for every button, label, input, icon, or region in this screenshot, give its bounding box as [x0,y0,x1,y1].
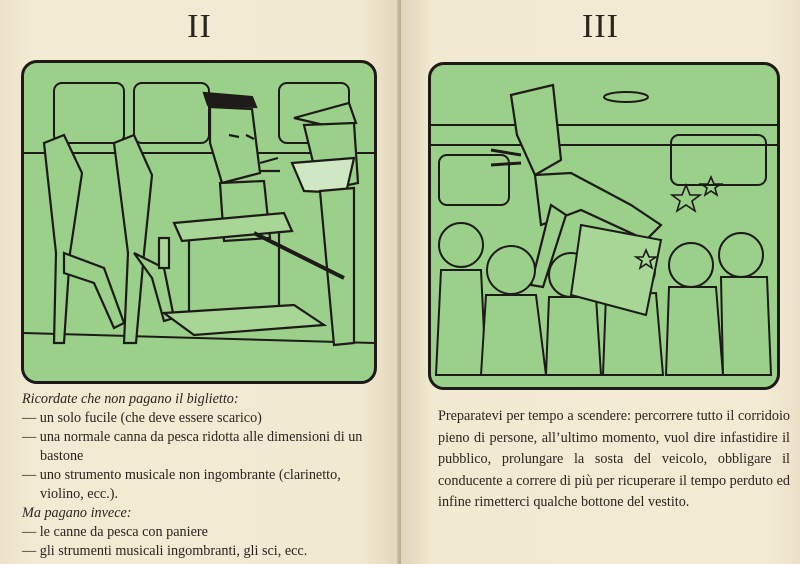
left-page [0,0,399,564]
caption-lead-2: Ma pagano invece: [22,505,132,521]
ticket-desk [159,213,324,335]
page-numeral-left: II [187,8,212,45]
cartoon-drawing-left [24,63,374,381]
paragraph-text: Preparatevi per tempo a scendere: percorrere tutto il corridoio pieno di persone, all’ultimo momento, vuol dire infastidire il pubblico, prolungare la sosta del veicolo, obbligare il conducente a correre di più per ricuperare il tempo perduto ed infine rimetterci qualche bottone del vestito. [438,408,790,510]
list-item: — le canne da pesca con paniere [22,523,372,542]
ceiling-light [604,92,648,102]
caption-lead: Ricordate che non pagano il biglietto: [22,391,239,407]
passenger-figures [44,135,174,343]
page-numeral-right: III [582,8,619,45]
list-item: — una normale canna da pesca ridotta alle dimensioni di un bastone [22,428,372,466]
right-page [401,0,800,564]
list-item: — gli strumenti musicali ingombranti, gli sci, ecc. [22,542,372,561]
list-item: — uno strumento musicale non ingombrante (clarinetto, violino, ecc.). [22,466,372,504]
illustration-passengers-rifle [21,60,377,384]
cartoon-drawing-right [431,65,777,387]
window-shape [134,83,209,143]
crowd-figures [436,223,771,375]
caption-left [22,390,372,561]
list-item: — un solo fucile (che deve essere scarico) [22,409,372,428]
illustration-crowded-bus [428,62,780,390]
